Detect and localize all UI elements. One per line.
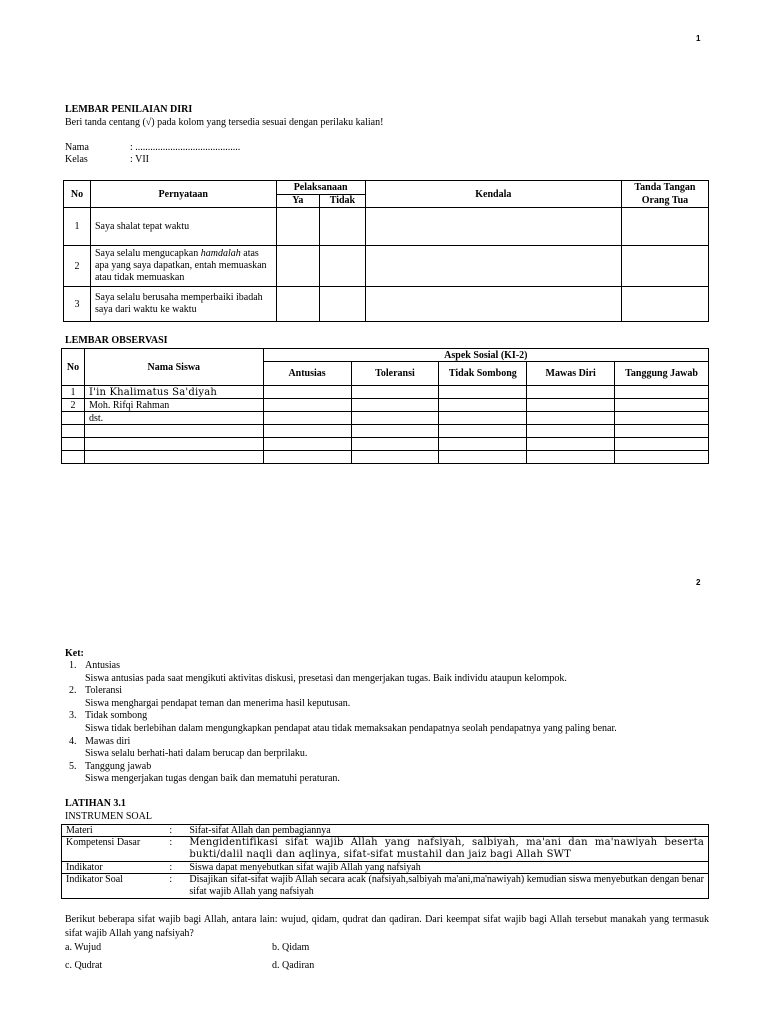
ket-item xyxy=(69,761,709,774)
cell-ttd[interactable] xyxy=(621,246,708,287)
cell-tanggung-jawab[interactable] xyxy=(615,412,709,425)
cell-mawas-diri[interactable] xyxy=(527,425,615,438)
header-kendala: Kendala xyxy=(365,181,621,208)
cell-tidak-sombong[interactable] xyxy=(439,399,527,412)
header-mawas-diri: Mawas Diri xyxy=(527,362,615,386)
table-row xyxy=(62,862,709,874)
header-nama-siswa: Nama Siswa xyxy=(84,349,263,386)
statement-text-cont: atas apa yang saya dapatkan, entah memuaskan atau tidak memuaskan xyxy=(94,248,267,283)
option-b[interactable]: b. Qidam xyxy=(272,942,310,953)
table-row xyxy=(62,386,709,399)
cell-toleransi[interactable] xyxy=(351,438,439,451)
row-statement xyxy=(90,246,276,287)
cell-tanggung-jawab[interactable] xyxy=(615,451,709,464)
cell-tanggung-jawab[interactable] xyxy=(615,399,709,412)
ket-num: 5. xyxy=(69,760,77,772)
table-row xyxy=(62,399,709,412)
statement-text: Saya selalu berusaha memperbaiki ibadah saya dari waktu ke waktu xyxy=(94,292,263,315)
instrument-colon: : xyxy=(165,825,185,837)
ket-label: Ket: xyxy=(65,648,84,659)
cell-ttd[interactable] xyxy=(621,287,708,322)
statement-text: Saya shalat tepat waktu xyxy=(94,221,190,232)
ket-title: Toleransi xyxy=(85,685,123,697)
cell-kendala[interactable] xyxy=(365,287,621,322)
instrument-colon: : xyxy=(165,837,185,862)
cell-tanggung-jawab[interactable] xyxy=(615,425,709,438)
cell-ttd[interactable] xyxy=(621,208,708,246)
cell-ya[interactable] xyxy=(276,208,320,246)
row-statement xyxy=(90,208,276,246)
instrument-value: Siswa dapat menyebutkan sifat wajib Allah yang nafsiyah xyxy=(185,862,708,874)
page-title: LEMBAR PENILAIAN DIRI xyxy=(65,104,193,115)
ket-list xyxy=(69,660,709,786)
self-assessment-table xyxy=(63,180,709,322)
cell-antusias[interactable] xyxy=(263,438,351,451)
option-d[interactable]: d. Qadiran xyxy=(272,960,315,971)
cell-mawas-diri[interactable] xyxy=(527,451,615,464)
header-tidak: Tidak xyxy=(320,194,366,208)
cell-mawas-diri[interactable] xyxy=(527,399,615,412)
row-no xyxy=(62,425,85,438)
instrument-colon: : xyxy=(165,862,185,874)
ket-item xyxy=(69,660,709,673)
ket-num: 3. xyxy=(69,710,77,722)
table-row xyxy=(64,208,709,246)
ket-desc: Siswa tidak berlebihan dalam mengungkapkan pendapat atau tidak memaksakan pendapatnya seolah pendapatnya yang paling benar. xyxy=(85,722,617,734)
table-row xyxy=(64,246,709,287)
instrument-value: Sifat-sifat Allah dan pembagiannya xyxy=(185,825,708,837)
instrument-colon: : xyxy=(165,874,185,899)
cell-antusias[interactable] xyxy=(263,425,351,438)
cell-tidak[interactable] xyxy=(320,287,366,322)
cell-ya[interactable] xyxy=(276,246,320,287)
cell-toleransi[interactable] xyxy=(351,386,439,399)
instrument-table xyxy=(61,824,709,899)
row-no: 2 xyxy=(62,399,85,412)
kelas-value: : VII xyxy=(130,154,149,165)
nama-label: Nama xyxy=(65,142,89,153)
table-row xyxy=(62,837,709,862)
header-pelaksanaan: Pelaksanaan xyxy=(276,181,365,195)
header-no: No xyxy=(64,181,91,208)
ket-num: 1. xyxy=(69,660,77,671)
student-name[interactable] xyxy=(84,438,263,451)
kelas-label: Kelas xyxy=(65,154,88,165)
instrument-label: Indikator xyxy=(62,862,166,874)
cell-tidak-sombong[interactable] xyxy=(439,412,527,425)
cell-antusias[interactable] xyxy=(263,412,351,425)
cell-tidak[interactable] xyxy=(320,208,366,246)
instrument-value: Disajikan sifat-sifat wajib Allah secara acak (nafsiyah,salbiyah ma'ani,ma'nawiyah) kemudian siswa menyebutkan dengan benar sifat wajib Allah yang nafsiyah xyxy=(185,874,708,899)
header-tanggung-jawab: Tanggung Jawab xyxy=(615,362,709,386)
row-no: 3 xyxy=(64,287,91,322)
row-no xyxy=(62,412,85,425)
cell-toleransi[interactable] xyxy=(351,425,439,438)
cell-tanggung-jawab[interactable] xyxy=(615,438,709,451)
table-row xyxy=(62,874,709,899)
observation-title: LEMBAR OBSERVASI xyxy=(65,335,168,346)
instrument-label: Materi xyxy=(62,825,166,837)
cell-tanggung-jawab[interactable] xyxy=(615,386,709,399)
instrument-label: Kompetensi Dasar xyxy=(62,837,166,862)
cell-tidak-sombong[interactable] xyxy=(439,451,527,464)
statement-emphasis: hamdalah xyxy=(200,248,241,259)
header-pernyataan: Pernyataan xyxy=(90,181,276,208)
instrument-label: Indikator Soal xyxy=(62,874,166,899)
header-no: No xyxy=(62,349,85,386)
row-no: 2 xyxy=(64,246,91,287)
latihan-title: LATIHAN 3.1 xyxy=(65,798,126,809)
header-tanda-tangan: Tanda Tangan Orang Tua xyxy=(621,181,708,208)
ket-desc: Siswa selalu berhati-hati dalam berucap dan berprilaku. xyxy=(85,748,308,760)
header-tidak-sombong: Tidak Sombong xyxy=(439,362,527,386)
question-text: Berikut beberapa sifat wajib bagi Allah, antara lain: wujud, qidam, qudrat dan qadiran. Dari keempat sifat wajib bagi Allah tersebut manakah yang termasuk sifat wajib Allah yang nafsiyah? xyxy=(65,914,709,939)
cell-antusias[interactable] xyxy=(263,386,351,399)
student-name[interactable] xyxy=(84,451,263,464)
cell-kendala[interactable] xyxy=(365,246,621,287)
ket-desc: Siswa antusias pada saat mengikuti aktivitas diskusi, presetasi dan mengerjakan tugas. Baik individu ataupun kelompok. xyxy=(85,672,567,684)
statement-text: Saya selalu mengucapkan xyxy=(94,248,201,259)
ket-num: 4. xyxy=(69,735,77,747)
student-name: dst. xyxy=(84,412,263,425)
header-aspek-sosial: Aspek Sosial (KI-2) xyxy=(263,349,708,362)
table-row xyxy=(64,287,709,322)
option-a[interactable]: a. Wujud xyxy=(65,942,102,953)
cell-tidak-sombong[interactable] xyxy=(439,425,527,438)
ket-title: Tanggung jawab xyxy=(85,760,152,772)
header-antusias: Antusias xyxy=(263,362,351,386)
cell-mawas-diri[interactable] xyxy=(527,438,615,451)
ket-item xyxy=(69,685,709,698)
ket-desc: Siswa mengerjakan tugas dengan baik dan mematuhi peraturan. xyxy=(85,773,340,785)
cell-mawas-diri[interactable] xyxy=(527,412,615,425)
table-row xyxy=(62,438,709,451)
table-row xyxy=(62,451,709,464)
row-no: 1 xyxy=(64,208,91,246)
row-statement xyxy=(90,287,276,322)
cell-tidak-sombong[interactable] xyxy=(439,386,527,399)
cell-toleransi[interactable] xyxy=(351,412,439,425)
ket-num: 2. xyxy=(69,685,77,697)
cell-kendala[interactable] xyxy=(365,208,621,246)
student-name: Moh. Rifqi Rahman xyxy=(84,399,263,412)
ket-title: Antusias xyxy=(85,660,120,671)
student-name[interactable] xyxy=(84,425,263,438)
cell-tidak[interactable] xyxy=(320,246,366,287)
table-row xyxy=(62,425,709,438)
cell-antusias[interactable] xyxy=(263,451,351,464)
row-no: 1 xyxy=(62,386,85,399)
page-number: 1 xyxy=(696,34,701,43)
cell-antusias[interactable] xyxy=(263,399,351,412)
ket-item xyxy=(69,710,709,723)
observation-table xyxy=(61,348,709,464)
row-no xyxy=(62,451,85,464)
header-ya: Ya xyxy=(276,194,320,208)
page-number: 2 xyxy=(696,578,701,587)
instruction-text: Beri tanda centang (√) pada kolom yang tersedia sesuai dengan perilaku kalian! xyxy=(65,117,384,128)
table-row xyxy=(62,412,709,425)
ket-desc: Siswa menghargai pendapat teman dan menerima hasil keputusan. xyxy=(85,697,351,709)
student-name: I'in Khalimatus Sa'diyah xyxy=(84,386,263,399)
row-no xyxy=(62,438,85,451)
instrument-value: Mengidentifikasi sifat wajib Allah yang nafsiyah, salbiyah, ma'ani dan ma'nawiyah beserta bukti/dalil naqli dan aqlinya, sifat-sifat mustahil dan jaiz bagi Allah SWT xyxy=(185,837,708,862)
table-row xyxy=(62,825,709,837)
cell-toleransi[interactable] xyxy=(351,399,439,412)
cell-mawas-diri[interactable] xyxy=(527,386,615,399)
cell-ya[interactable] xyxy=(276,287,320,322)
ket-title: Mawas diri xyxy=(85,735,131,747)
cell-tidak-sombong[interactable] xyxy=(439,438,527,451)
ket-item xyxy=(69,736,709,749)
option-c[interactable]: c. Qudrat xyxy=(65,960,103,971)
instrumen-label: INSTRUMEN SOAL xyxy=(65,811,152,822)
header-toleransi: Toleransi xyxy=(351,362,439,386)
nama-value: : .......................................... xyxy=(130,142,241,153)
ket-title: Tidak sombong xyxy=(85,710,148,722)
cell-toleransi[interactable] xyxy=(351,451,439,464)
